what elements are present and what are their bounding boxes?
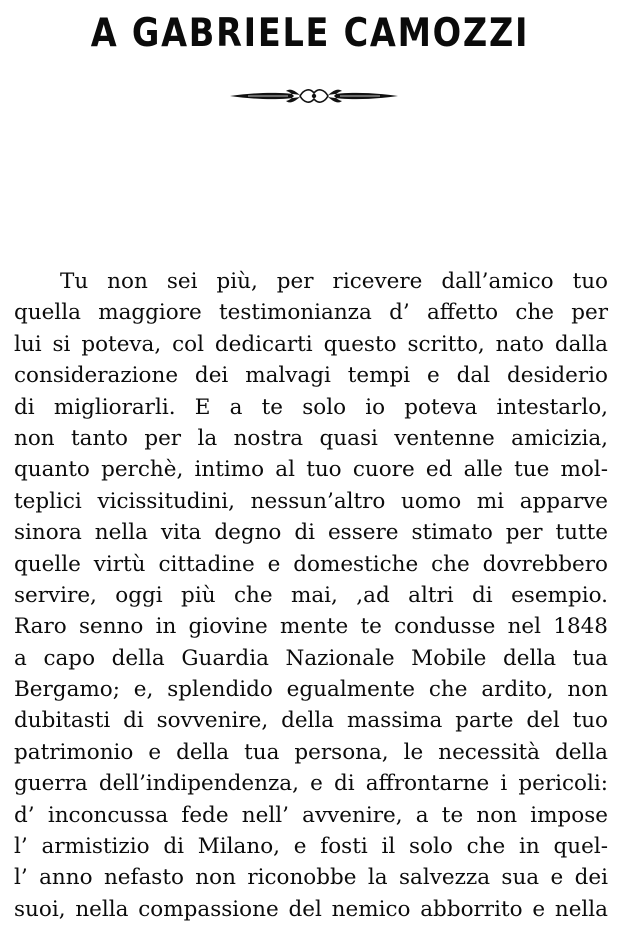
text-line: non tanto per la nostra quasi ventenne amicizia, (14, 425, 608, 451)
text-line: dubitasti di sovvenire, della massima parte del tuo (14, 708, 608, 734)
text-line: suoi, nella compassione del nemico abborrito e nella (14, 896, 608, 922)
dedication-text (14, 266, 608, 925)
text-line: l’ anno nefasto non riconobbe la salvezza sua e dei (14, 865, 608, 891)
scroll-flourish-ornament-icon (228, 84, 400, 108)
text-line: quanto perchè, intimo al tuo cuore ed alle tue mol- (14, 457, 608, 483)
text-line: guerra dell’indipendenza, e di affrontarne i pericoli: (14, 771, 608, 797)
text-line: Tu non sei più, per ricevere dall’amico tuo (60, 269, 608, 294)
text-line: l’ armistizio di Milano, e fosti il solo che in quel- (14, 834, 608, 860)
text-line: patrimonio e della tua persona, le necessità della (14, 739, 608, 765)
page-title: A GABRIELE CAMOZZI (90, 11, 530, 56)
text-line: a capo della Guardia Nazionale Mobile della tua (14, 645, 608, 671)
text-line: teplici vicissitudini, nessun’altro uomo mi apparve (14, 488, 608, 514)
text-line: considerazione dei malvagi tempi e dal desiderio (14, 363, 608, 389)
text-line: lui si poteva, col dedicarti questo scritto, nato dalla (14, 331, 608, 357)
text-line: Raro senno in giovine mente te condusse nel 1848 (14, 614, 608, 640)
text-line: quelle virtù cittadine e domestiche che dovrebbero (14, 551, 608, 577)
text-line: di migliorarli. E a te solo io poteva intestarlo, (14, 394, 608, 420)
text-line: quella maggiore testimonianza d’ affetto che per (14, 300, 608, 326)
text-line: sinora nella vita degno di essere stimato per tutte (14, 520, 608, 546)
text-line: d’ inconcussa fede nell’ avvenire, a te non impose (14, 802, 608, 828)
text-line: servire, oggi più che mai, ,ad altri di esempio. (14, 582, 608, 608)
text-line: Bergamo; e, splendido egualmente che ardito, non (14, 677, 608, 703)
